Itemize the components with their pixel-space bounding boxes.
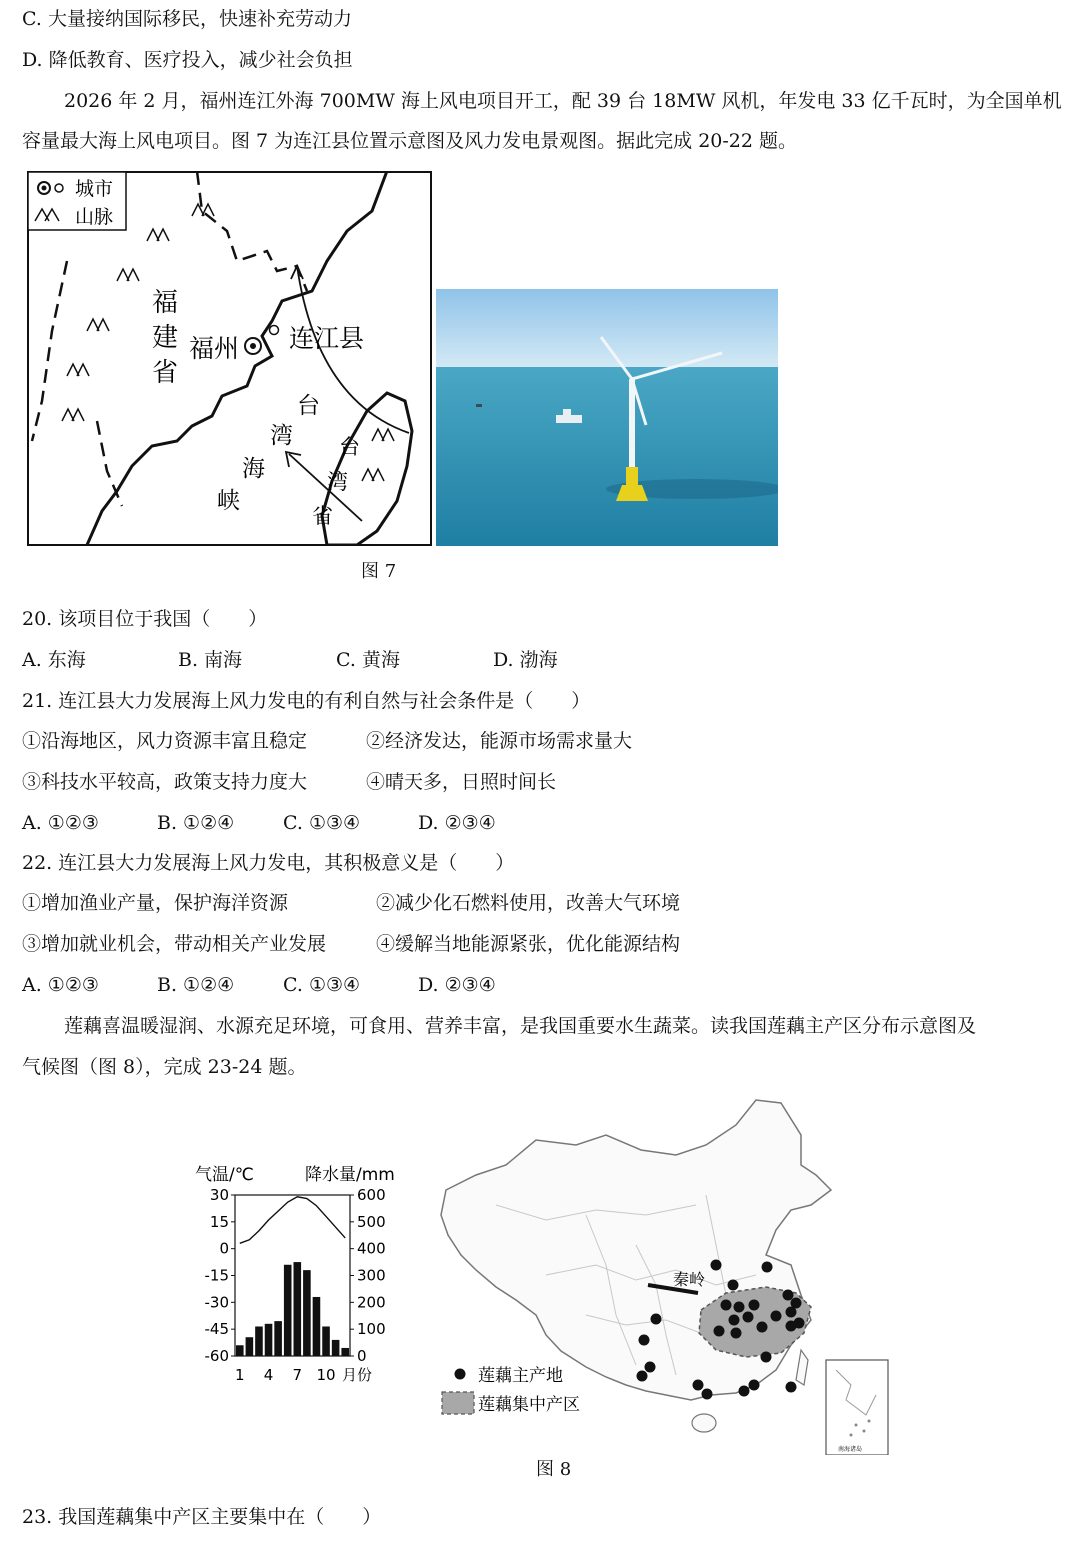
label-strait-4: 峡 <box>217 488 240 514</box>
q21-options <box>22 811 496 835</box>
q22-item-2: ②减少化石燃料使用，改善大气环境 <box>376 892 681 914</box>
q21-option-c[interactable]: C. ①③④ <box>283 812 361 834</box>
label-taiwan-1: 台 <box>339 435 360 459</box>
china-lotus-map <box>436 1095 896 1455</box>
temp-tick-label: -60 <box>204 1347 229 1365</box>
month-unit-label: 月份 <box>342 1366 373 1384</box>
precip-bar <box>332 1340 340 1356</box>
q21-items-row2 <box>22 770 556 794</box>
q21-item-3: ③科技水平较高，政策支持力度大 <box>22 771 308 793</box>
passage2-line2: 气候图（图 8），完成 23-24 题。 <box>22 1056 307 1078</box>
q22-item-1: ①增加渔业产量，保护海洋资源 <box>22 892 289 914</box>
precip-bar <box>313 1297 321 1356</box>
q20-option-a[interactable]: A. 东海 <box>22 649 86 671</box>
label-strait-1: 台 <box>297 393 320 419</box>
temp-tick-label: 0 <box>219 1239 229 1258</box>
precip-bar <box>294 1262 302 1356</box>
precip-tick-label: 400 <box>357 1239 386 1258</box>
q21-item-2: ②经济发达，能源市场需求量大 <box>366 730 633 752</box>
climate-temp-title: 气温/℃ <box>195 1165 254 1185</box>
label-fujian-1: 福 <box>152 288 179 318</box>
legend-main-area: 莲藕主产地 <box>478 1366 563 1386</box>
precip-tick-label: 100 <box>357 1320 386 1339</box>
q22-items-row1 <box>22 891 680 915</box>
label-fujian-2: 建 <box>152 323 179 353</box>
label-fujian-3: 省 <box>152 358 179 388</box>
q21-item-4: ④晴天多，日照时间长 <box>366 771 557 793</box>
legend-mountain-label: 山脉 <box>75 206 114 228</box>
precip-tick-label: 600 <box>357 1186 386 1204</box>
plot-frame <box>235 1195 350 1356</box>
climate-chart <box>190 1160 410 1390</box>
precip-tick-label: 500 <box>357 1212 386 1231</box>
option-c-prev: C. 大量接纳国际移民，快速补充劳动力 <box>22 8 352 30</box>
month-tick-label: 7 <box>292 1366 303 1384</box>
precip-bar <box>265 1324 273 1356</box>
fig7-location-map <box>27 171 432 546</box>
temp-tick-label: -45 <box>204 1320 229 1339</box>
q20-stem: 20. 该项目位于我国（ ） <box>22 608 268 630</box>
label-strait-3: 海 <box>242 456 265 482</box>
wind-turbine-photo <box>436 289 778 546</box>
precip-bar <box>341 1348 349 1356</box>
precip-tick-label: 200 <box>357 1293 386 1312</box>
fig7-caption: 图 7 <box>361 561 397 582</box>
q22-option-a[interactable]: A. ①②③ <box>22 974 99 996</box>
q21-stem: 21. 连江县大力发展海上风力发电的有利自然与社会条件是（ ） <box>22 690 591 712</box>
q22-stem: 22. 连江县大力发展海上风力发电，其积极意义是（ ） <box>22 852 515 874</box>
q20-options <box>22 648 558 672</box>
precip-bar <box>284 1265 292 1356</box>
label-taiwan-2: 湾 <box>327 470 348 494</box>
q21-option-d[interactable]: D. ②③④ <box>418 812 496 834</box>
q22-options <box>22 973 496 997</box>
precip-tick-label: 0 <box>357 1347 367 1365</box>
label-strait-2: 湾 <box>270 423 293 449</box>
q20-option-b[interactable]: B. 南海 <box>178 649 243 671</box>
q22-option-c[interactable]: C. ①③④ <box>283 974 361 996</box>
label-lianjiang: 连江县 <box>289 324 365 353</box>
climate-precip-title: 降水量/mm <box>305 1165 395 1185</box>
option-d-prev: D. 降低教育、医疗投入，减少社会负担 <box>22 49 353 71</box>
q21-option-a[interactable]: A. ①②③ <box>22 812 99 834</box>
label-qinling: 秦岭 <box>673 1270 706 1289</box>
precip-bar <box>322 1326 330 1356</box>
precip-tick-label: 300 <box>357 1266 386 1285</box>
q22-option-b[interactable]: B. ①②④ <box>157 974 235 996</box>
precip-bar <box>246 1337 254 1356</box>
month-tick-label: 10 <box>316 1366 336 1384</box>
q20-option-c[interactable]: C. 黄海 <box>336 649 400 671</box>
temp-tick-label: -30 <box>204 1293 229 1312</box>
precip-bar <box>303 1270 311 1356</box>
q22-item-3: ③增加就业机会，带动相关产业发展 <box>22 933 327 955</box>
legend-concentrated-area: 莲藕集中产区 <box>478 1395 580 1415</box>
q21-items-row1 <box>22 729 632 753</box>
label-taiwan-3: 省 <box>312 504 333 528</box>
month-tick-label: 4 <box>263 1366 274 1384</box>
precip-bar <box>236 1345 244 1356</box>
legend-city-label: 城市 <box>75 178 114 200</box>
passage1-line1: 2026 年 2 月，福州连江外海 700MW 海上风电项目开工，配 39 台 18MW 风机，年发电 33 亿千瓦时，为全国单机 <box>64 90 1062 112</box>
q21-option-b[interactable]: B. ①②④ <box>157 812 235 834</box>
precip-bar <box>274 1321 282 1356</box>
q23-stem: 23. 我国莲藕集中产区主要集中在（ ） <box>22 1506 382 1528</box>
temp-line <box>240 1197 345 1244</box>
temp-tick-label: 15 <box>209 1212 229 1231</box>
passage1-line2: 容量最大海上风电项目。图 7 为连江县位置示意图及风力发电景观图。据此完成 20-22 题。 <box>22 130 798 152</box>
month-tick-label: 1 <box>235 1366 245 1384</box>
q22-item-4: ④缓解当地能源紧张，优化能源结构 <box>376 933 681 955</box>
passage2-line1: 莲藕喜温暖湿润、水源充足环境，可食用、营养丰富，是我国重要水生蔬菜。读我国莲藕主产区分布示意图及 <box>64 1015 977 1037</box>
q22-option-d[interactable]: D. ②③④ <box>418 974 496 996</box>
label-fuzhou: 福州 <box>189 334 240 363</box>
temp-tick-label: 30 <box>209 1186 229 1204</box>
precip-bar <box>255 1326 263 1356</box>
q22-items-row2 <box>22 932 680 956</box>
fig8-caption: 图 8 <box>536 1459 572 1480</box>
inset-south-china-sea: 南海诸岛 <box>838 1446 863 1453</box>
temp-tick-label: -15 <box>204 1266 229 1285</box>
q20-option-d[interactable]: D. 渤海 <box>493 649 558 671</box>
q21-item-1: ①沿海地区，风力资源丰富且稳定 <box>22 730 308 752</box>
